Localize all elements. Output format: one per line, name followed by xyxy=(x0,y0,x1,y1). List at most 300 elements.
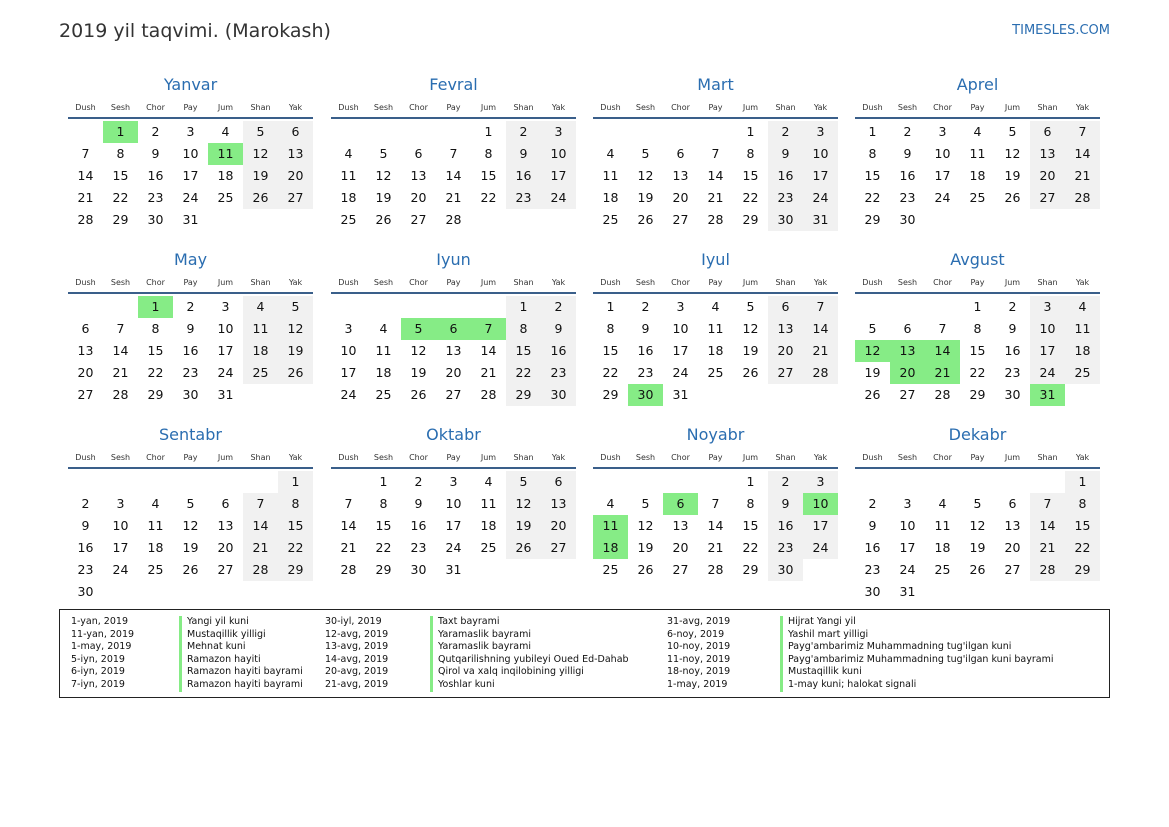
day-cell[interactable]: 24 xyxy=(672,365,689,380)
day-cell[interactable]: 10 xyxy=(217,321,234,336)
day-cell[interactable]: 7 xyxy=(1030,493,1065,515)
day-cell[interactable]: 8 xyxy=(278,493,313,515)
day-cell[interactable]: 24 xyxy=(112,562,129,577)
day-cell[interactable]: 11 xyxy=(1065,318,1100,340)
day-cell[interactable]: 30 xyxy=(1004,387,1021,402)
day-cell[interactable]: 21 xyxy=(1030,537,1065,559)
day-cell[interactable]: 10 xyxy=(1030,318,1065,340)
day-cell[interactable]: 17 xyxy=(340,365,357,380)
day-cell[interactable]: 11 xyxy=(707,321,724,336)
day-cell[interactable]: 16 xyxy=(864,540,881,555)
day-cell[interactable]: 17 xyxy=(899,540,916,555)
day-cell[interactable]: 2 xyxy=(641,299,650,314)
day-cell[interactable]: 7 xyxy=(449,146,458,161)
day-cell[interactable]: 6 xyxy=(81,321,90,336)
day-cell[interactable]: 16 xyxy=(541,340,576,362)
day-cell[interactable]: 23 xyxy=(410,540,427,555)
day-cell[interactable]: 25 xyxy=(1065,362,1100,384)
day-cell[interactable]: 2 xyxy=(186,299,195,314)
day-cell[interactable]: 13 xyxy=(541,493,576,515)
holiday-day[interactable]: 14 xyxy=(925,340,960,362)
day-cell[interactable]: 22 xyxy=(742,540,759,555)
day-cell[interactable]: 10 xyxy=(934,146,951,161)
day-cell[interactable]: 27 xyxy=(445,387,462,402)
holiday-day[interactable]: 21 xyxy=(925,362,960,384)
holiday-day[interactable]: 6 xyxy=(663,493,698,515)
day-cell[interactable]: 9 xyxy=(868,518,877,533)
day-cell[interactable]: 21 xyxy=(445,190,462,205)
day-cell[interactable]: 18 xyxy=(969,168,986,183)
day-cell[interactable]: 23 xyxy=(147,190,164,205)
day-cell[interactable]: 17 xyxy=(803,515,838,537)
day-cell[interactable]: 4 xyxy=(379,321,388,336)
day-cell[interactable]: 29 xyxy=(147,387,164,402)
day-cell[interactable]: 7 xyxy=(803,296,838,318)
day-cell[interactable]: 25 xyxy=(243,362,278,384)
day-cell[interactable]: 24 xyxy=(217,365,234,380)
day-cell[interactable]: 5 xyxy=(506,471,541,493)
day-cell[interactable]: 27 xyxy=(768,362,803,384)
day-cell[interactable]: 23 xyxy=(637,365,654,380)
day-cell[interactable]: 29 xyxy=(506,384,541,406)
day-cell[interactable]: 17 xyxy=(934,168,951,183)
day-cell[interactable]: 12 xyxy=(1004,146,1021,161)
day-cell[interactable]: 29 xyxy=(742,562,759,577)
day-cell[interactable]: 28 xyxy=(934,387,951,402)
day-cell[interactable]: 29 xyxy=(864,212,881,227)
day-cell[interactable]: 6 xyxy=(221,496,230,511)
day-cell[interactable]: 18 xyxy=(1065,340,1100,362)
day-cell[interactable]: 13 xyxy=(672,518,689,533)
day-cell[interactable]: 23 xyxy=(506,187,541,209)
day-cell[interactable]: 13 xyxy=(672,168,689,183)
day-cell[interactable]: 28 xyxy=(707,562,724,577)
day-cell[interactable]: 11 xyxy=(969,146,986,161)
day-cell[interactable]: 20 xyxy=(410,190,427,205)
day-cell[interactable]: 27 xyxy=(672,562,689,577)
day-cell[interactable]: 3 xyxy=(1030,296,1065,318)
day-cell[interactable]: 4 xyxy=(344,146,353,161)
day-cell[interactable]: 26 xyxy=(278,362,313,384)
day-cell[interactable]: 20 xyxy=(1004,540,1021,555)
day-cell[interactable]: 26 xyxy=(182,562,199,577)
day-cell[interactable]: 12 xyxy=(375,168,392,183)
day-cell[interactable]: 21 xyxy=(340,540,357,555)
day-cell[interactable]: 17 xyxy=(672,343,689,358)
day-cell[interactable]: 11 xyxy=(934,518,951,533)
day-cell[interactable]: 5 xyxy=(641,496,650,511)
day-cell[interactable]: 19 xyxy=(375,190,392,205)
day-cell[interactable]: 12 xyxy=(969,518,986,533)
day-cell[interactable]: 15 xyxy=(969,343,986,358)
day-cell[interactable]: 15 xyxy=(602,343,619,358)
day-cell[interactable]: 9 xyxy=(641,321,650,336)
day-cell[interactable]: 13 xyxy=(410,168,427,183)
holiday-day[interactable]: 1 xyxy=(138,296,173,318)
day-cell[interactable]: 12 xyxy=(278,318,313,340)
day-cell[interactable]: 28 xyxy=(1065,187,1100,209)
day-cell[interactable]: 28 xyxy=(243,559,278,581)
day-cell[interactable]: 14 xyxy=(480,343,497,358)
day-cell[interactable]: 8 xyxy=(116,146,125,161)
day-cell[interactable]: 25 xyxy=(969,190,986,205)
day-cell[interactable]: 24 xyxy=(803,187,838,209)
day-cell[interactable]: 9 xyxy=(1008,321,1017,336)
day-cell[interactable]: 6 xyxy=(1008,496,1017,511)
day-cell[interactable]: 14 xyxy=(1065,143,1100,165)
holiday-day[interactable]: 11 xyxy=(593,515,628,537)
day-cell[interactable]: 21 xyxy=(707,190,724,205)
day-cell[interactable]: 30 xyxy=(147,212,164,227)
day-cell[interactable]: 10 xyxy=(182,146,199,161)
day-cell[interactable]: 21 xyxy=(707,540,724,555)
day-cell[interactable]: 26 xyxy=(637,562,654,577)
day-cell[interactable]: 30 xyxy=(864,584,881,599)
day-cell[interactable]: 27 xyxy=(899,387,916,402)
day-cell[interactable]: 13 xyxy=(278,143,313,165)
day-cell[interactable]: 23 xyxy=(182,365,199,380)
day-cell[interactable]: 20 xyxy=(672,540,689,555)
day-cell[interactable]: 14 xyxy=(707,168,724,183)
day-cell[interactable]: 16 xyxy=(1004,343,1021,358)
day-cell[interactable]: 28 xyxy=(803,362,838,384)
day-cell[interactable]: 27 xyxy=(217,562,234,577)
day-cell[interactable]: 23 xyxy=(899,190,916,205)
day-cell[interactable]: 5 xyxy=(278,296,313,318)
day-cell[interactable]: 11 xyxy=(340,168,357,183)
day-cell[interactable]: 25 xyxy=(934,562,951,577)
day-cell[interactable]: 6 xyxy=(676,146,685,161)
day-cell[interactable]: 14 xyxy=(340,518,357,533)
day-cell[interactable]: 12 xyxy=(410,343,427,358)
day-cell[interactable]: 7 xyxy=(711,496,720,511)
day-cell[interactable]: 29 xyxy=(1065,559,1100,581)
day-cell[interactable]: 31 xyxy=(182,212,199,227)
day-cell[interactable]: 13 xyxy=(1030,143,1065,165)
day-cell[interactable]: 14 xyxy=(803,318,838,340)
day-cell[interactable]: 18 xyxy=(375,365,392,380)
day-cell[interactable]: 4 xyxy=(973,124,982,139)
day-cell[interactable]: 20 xyxy=(217,540,234,555)
day-cell[interactable]: 18 xyxy=(480,518,497,533)
day-cell[interactable]: 5 xyxy=(641,146,650,161)
day-cell[interactable]: 21 xyxy=(77,190,94,205)
day-cell[interactable]: 27 xyxy=(278,187,313,209)
day-cell[interactable]: 2 xyxy=(81,496,90,511)
day-cell[interactable]: 2 xyxy=(151,124,160,139)
day-cell[interactable]: 19 xyxy=(637,540,654,555)
day-cell[interactable]: 22 xyxy=(742,190,759,205)
day-cell[interactable]: 3 xyxy=(541,121,576,143)
day-cell[interactable]: 17 xyxy=(217,343,234,358)
day-cell[interactable]: 30 xyxy=(541,384,576,406)
day-cell[interactable]: 10 xyxy=(541,143,576,165)
day-cell[interactable]: 24 xyxy=(340,387,357,402)
day-cell[interactable]: 3 xyxy=(676,299,685,314)
day-cell[interactable]: 30 xyxy=(182,387,199,402)
day-cell[interactable]: 22 xyxy=(375,540,392,555)
day-cell[interactable]: 13 xyxy=(77,343,94,358)
day-cell[interactable]: 31 xyxy=(899,584,916,599)
day-cell[interactable]: 7 xyxy=(344,496,353,511)
day-cell[interactable]: 22 xyxy=(147,365,164,380)
day-cell[interactable]: 8 xyxy=(868,146,877,161)
day-cell[interactable]: 22 xyxy=(864,190,881,205)
day-cell[interactable]: 19 xyxy=(182,540,199,555)
day-cell[interactable]: 4 xyxy=(484,474,493,489)
day-cell[interactable]: 15 xyxy=(506,340,541,362)
day-cell[interactable]: 2 xyxy=(506,121,541,143)
day-cell[interactable]: 21 xyxy=(112,365,129,380)
day-cell[interactable]: 24 xyxy=(1030,362,1065,384)
day-cell[interactable]: 14 xyxy=(445,168,462,183)
day-cell[interactable]: 15 xyxy=(375,518,392,533)
day-cell[interactable]: 10 xyxy=(112,518,129,533)
day-cell[interactable]: 1 xyxy=(278,471,313,493)
day-cell[interactable]: 31 xyxy=(217,387,234,402)
day-cell[interactable]: 29 xyxy=(742,212,759,227)
day-cell[interactable]: 1 xyxy=(1065,471,1100,493)
day-cell[interactable]: 16 xyxy=(147,168,164,183)
day-cell[interactable]: 21 xyxy=(480,365,497,380)
site-link[interactable]: TIMESLES.COM xyxy=(1012,23,1110,38)
day-cell[interactable]: 1 xyxy=(379,474,388,489)
day-cell[interactable]: 17 xyxy=(182,168,199,183)
day-cell[interactable]: 26 xyxy=(864,387,881,402)
holiday-day[interactable]: 20 xyxy=(890,362,925,384)
day-cell[interactable]: 28 xyxy=(77,212,94,227)
holiday-day[interactable]: 30 xyxy=(628,384,663,406)
day-cell[interactable]: 12 xyxy=(637,168,654,183)
day-cell[interactable]: 26 xyxy=(742,365,759,380)
day-cell[interactable]: 29 xyxy=(112,212,129,227)
day-cell[interactable]: 15 xyxy=(864,168,881,183)
day-cell[interactable]: 1 xyxy=(746,124,755,139)
day-cell[interactable]: 15 xyxy=(480,168,497,183)
holiday-day[interactable]: 1 xyxy=(103,121,138,143)
day-cell[interactable]: 28 xyxy=(480,387,497,402)
day-cell[interactable]: 4 xyxy=(606,496,615,511)
day-cell[interactable]: 8 xyxy=(746,496,755,511)
day-cell[interactable]: 6 xyxy=(541,471,576,493)
day-cell[interactable]: 7 xyxy=(243,493,278,515)
day-cell[interactable]: 31 xyxy=(445,562,462,577)
day-cell[interactable]: 1 xyxy=(484,124,493,139)
day-cell[interactable]: 18 xyxy=(243,340,278,362)
day-cell[interactable]: 29 xyxy=(602,387,619,402)
day-cell[interactable]: 13 xyxy=(768,318,803,340)
day-cell[interactable]: 21 xyxy=(1065,165,1100,187)
day-cell[interactable]: 28 xyxy=(445,212,462,227)
day-cell[interactable]: 22 xyxy=(480,190,497,205)
holiday-day[interactable]: 5 xyxy=(401,318,436,340)
day-cell[interactable]: 11 xyxy=(375,343,392,358)
day-cell[interactable]: 21 xyxy=(243,537,278,559)
day-cell[interactable]: 6 xyxy=(278,121,313,143)
day-cell[interactable]: 4 xyxy=(1065,296,1100,318)
day-cell[interactable]: 3 xyxy=(938,124,947,139)
day-cell[interactable]: 9 xyxy=(506,143,541,165)
day-cell[interactable]: 29 xyxy=(278,559,313,581)
day-cell[interactable]: 10 xyxy=(803,143,838,165)
day-cell[interactable]: 20 xyxy=(278,165,313,187)
day-cell[interactable]: 26 xyxy=(1004,190,1021,205)
day-cell[interactable]: 4 xyxy=(221,124,230,139)
day-cell[interactable]: 18 xyxy=(147,540,164,555)
day-cell[interactable]: 3 xyxy=(344,321,353,336)
day-cell[interactable]: 9 xyxy=(186,321,195,336)
day-cell[interactable]: 28 xyxy=(1030,559,1065,581)
day-cell[interactable]: 18 xyxy=(340,190,357,205)
day-cell[interactable]: 24 xyxy=(803,537,838,559)
day-cell[interactable]: 5 xyxy=(186,496,195,511)
day-cell[interactable]: 9 xyxy=(903,146,912,161)
day-cell[interactable]: 4 xyxy=(938,496,947,511)
day-cell[interactable]: 17 xyxy=(445,518,462,533)
day-cell[interactable]: 5 xyxy=(868,321,877,336)
holiday-day[interactable]: 10 xyxy=(803,493,838,515)
day-cell[interactable]: 26 xyxy=(506,537,541,559)
day-cell[interactable]: 31 xyxy=(803,209,838,231)
day-cell[interactable]: 19 xyxy=(506,515,541,537)
day-cell[interactable]: 18 xyxy=(602,190,619,205)
day-cell[interactable]: 25 xyxy=(602,562,619,577)
day-cell[interactable]: 22 xyxy=(112,190,129,205)
day-cell[interactable]: 4 xyxy=(606,146,615,161)
day-cell[interactable]: 2 xyxy=(868,496,877,511)
day-cell[interactable]: 30 xyxy=(77,584,94,599)
day-cell[interactable]: 8 xyxy=(746,146,755,161)
day-cell[interactable]: 20 xyxy=(77,365,94,380)
day-cell[interactable]: 26 xyxy=(637,212,654,227)
day-cell[interactable]: 7 xyxy=(81,146,90,161)
day-cell[interactable]: 6 xyxy=(1030,121,1065,143)
day-cell[interactable]: 25 xyxy=(480,540,497,555)
day-cell[interactable]: 27 xyxy=(672,212,689,227)
day-cell[interactable]: 15 xyxy=(147,343,164,358)
day-cell[interactable]: 9 xyxy=(151,146,160,161)
day-cell[interactable]: 25 xyxy=(340,212,357,227)
holiday-day[interactable]: 31 xyxy=(1030,384,1065,406)
day-cell[interactable]: 16 xyxy=(410,518,427,533)
day-cell[interactable]: 7 xyxy=(711,146,720,161)
day-cell[interactable]: 27 xyxy=(1030,187,1065,209)
day-cell[interactable]: 2 xyxy=(1008,299,1017,314)
day-cell[interactable]: 1 xyxy=(868,124,877,139)
day-cell[interactable]: 17 xyxy=(541,165,576,187)
day-cell[interactable]: 16 xyxy=(899,168,916,183)
day-cell[interactable]: 23 xyxy=(77,562,94,577)
day-cell[interactable]: 15 xyxy=(278,515,313,537)
day-cell[interactable]: 13 xyxy=(217,518,234,533)
day-cell[interactable]: 26 xyxy=(243,187,278,209)
day-cell[interactable]: 2 xyxy=(768,471,803,493)
day-cell[interactable]: 14 xyxy=(77,168,94,183)
day-cell[interactable]: 12 xyxy=(742,321,759,336)
day-cell[interactable]: 30 xyxy=(899,212,916,227)
day-cell[interactable]: 22 xyxy=(602,365,619,380)
day-cell[interactable]: 16 xyxy=(637,343,654,358)
day-cell[interactable]: 9 xyxy=(81,518,90,533)
day-cell[interactable]: 9 xyxy=(768,493,803,515)
day-cell[interactable]: 20 xyxy=(768,340,803,362)
day-cell[interactable]: 10 xyxy=(445,496,462,511)
day-cell[interactable]: 13 xyxy=(1004,518,1021,533)
day-cell[interactable]: 12 xyxy=(637,518,654,533)
day-cell[interactable]: 23 xyxy=(1004,365,1021,380)
day-cell[interactable]: 22 xyxy=(506,362,541,384)
day-cell[interactable]: 28 xyxy=(707,212,724,227)
day-cell[interactable]: 19 xyxy=(969,540,986,555)
day-cell[interactable]: 20 xyxy=(541,515,576,537)
day-cell[interactable]: 19 xyxy=(1004,168,1021,183)
day-cell[interactable]: 14 xyxy=(707,518,724,533)
holiday-day[interactable]: 18 xyxy=(593,537,628,559)
day-cell[interactable]: 8 xyxy=(151,321,160,336)
day-cell[interactable]: 25 xyxy=(147,562,164,577)
day-cell[interactable]: 23 xyxy=(768,537,803,559)
day-cell[interactable]: 13 xyxy=(445,343,462,358)
day-cell[interactable]: 16 xyxy=(768,165,803,187)
day-cell[interactable]: 27 xyxy=(541,537,576,559)
day-cell[interactable]: 5 xyxy=(973,496,982,511)
day-cell[interactable]: 19 xyxy=(742,343,759,358)
day-cell[interactable]: 27 xyxy=(410,212,427,227)
holiday-day[interactable]: 7 xyxy=(471,318,506,340)
day-cell[interactable]: 16 xyxy=(77,540,94,555)
day-cell[interactable]: 6 xyxy=(414,146,423,161)
day-cell[interactable]: 23 xyxy=(768,187,803,209)
holiday-day[interactable]: 6 xyxy=(436,318,471,340)
day-cell[interactable]: 2 xyxy=(903,124,912,139)
day-cell[interactable]: 10 xyxy=(340,343,357,358)
day-cell[interactable]: 22 xyxy=(278,537,313,559)
day-cell[interactable]: 23 xyxy=(541,362,576,384)
day-cell[interactable]: 16 xyxy=(768,515,803,537)
day-cell[interactable]: 26 xyxy=(410,387,427,402)
day-cell[interactable]: 19 xyxy=(243,165,278,187)
day-cell[interactable]: 5 xyxy=(379,146,388,161)
holiday-day[interactable]: 12 xyxy=(855,340,890,362)
day-cell[interactable]: 20 xyxy=(1030,165,1065,187)
day-cell[interactable]: 4 xyxy=(243,296,278,318)
day-cell[interactable]: 10 xyxy=(672,321,689,336)
day-cell[interactable]: 30 xyxy=(768,559,803,581)
day-cell[interactable]: 3 xyxy=(116,496,125,511)
day-cell[interactable]: 22 xyxy=(969,365,986,380)
day-cell[interactable]: 20 xyxy=(445,365,462,380)
day-cell[interactable]: 12 xyxy=(506,493,541,515)
day-cell[interactable]: 11 xyxy=(243,318,278,340)
day-cell[interactable]: 24 xyxy=(934,190,951,205)
day-cell[interactable]: 24 xyxy=(182,190,199,205)
day-cell[interactable]: 8 xyxy=(1065,493,1100,515)
day-cell[interactable]: 8 xyxy=(484,146,493,161)
day-cell[interactable]: 17 xyxy=(112,540,129,555)
day-cell[interactable]: 12 xyxy=(243,143,278,165)
day-cell[interactable]: 18 xyxy=(707,343,724,358)
day-cell[interactable]: 16 xyxy=(182,343,199,358)
day-cell[interactable]: 22 xyxy=(1065,537,1100,559)
day-cell[interactable]: 4 xyxy=(711,299,720,314)
day-cell[interactable]: 30 xyxy=(410,562,427,577)
day-cell[interactable]: 3 xyxy=(449,474,458,489)
day-cell[interactable]: 25 xyxy=(217,190,234,205)
day-cell[interactable]: 6 xyxy=(903,321,912,336)
day-cell[interactable]: 8 xyxy=(973,321,982,336)
day-cell[interactable]: 11 xyxy=(480,496,497,511)
day-cell[interactable]: 14 xyxy=(112,343,129,358)
